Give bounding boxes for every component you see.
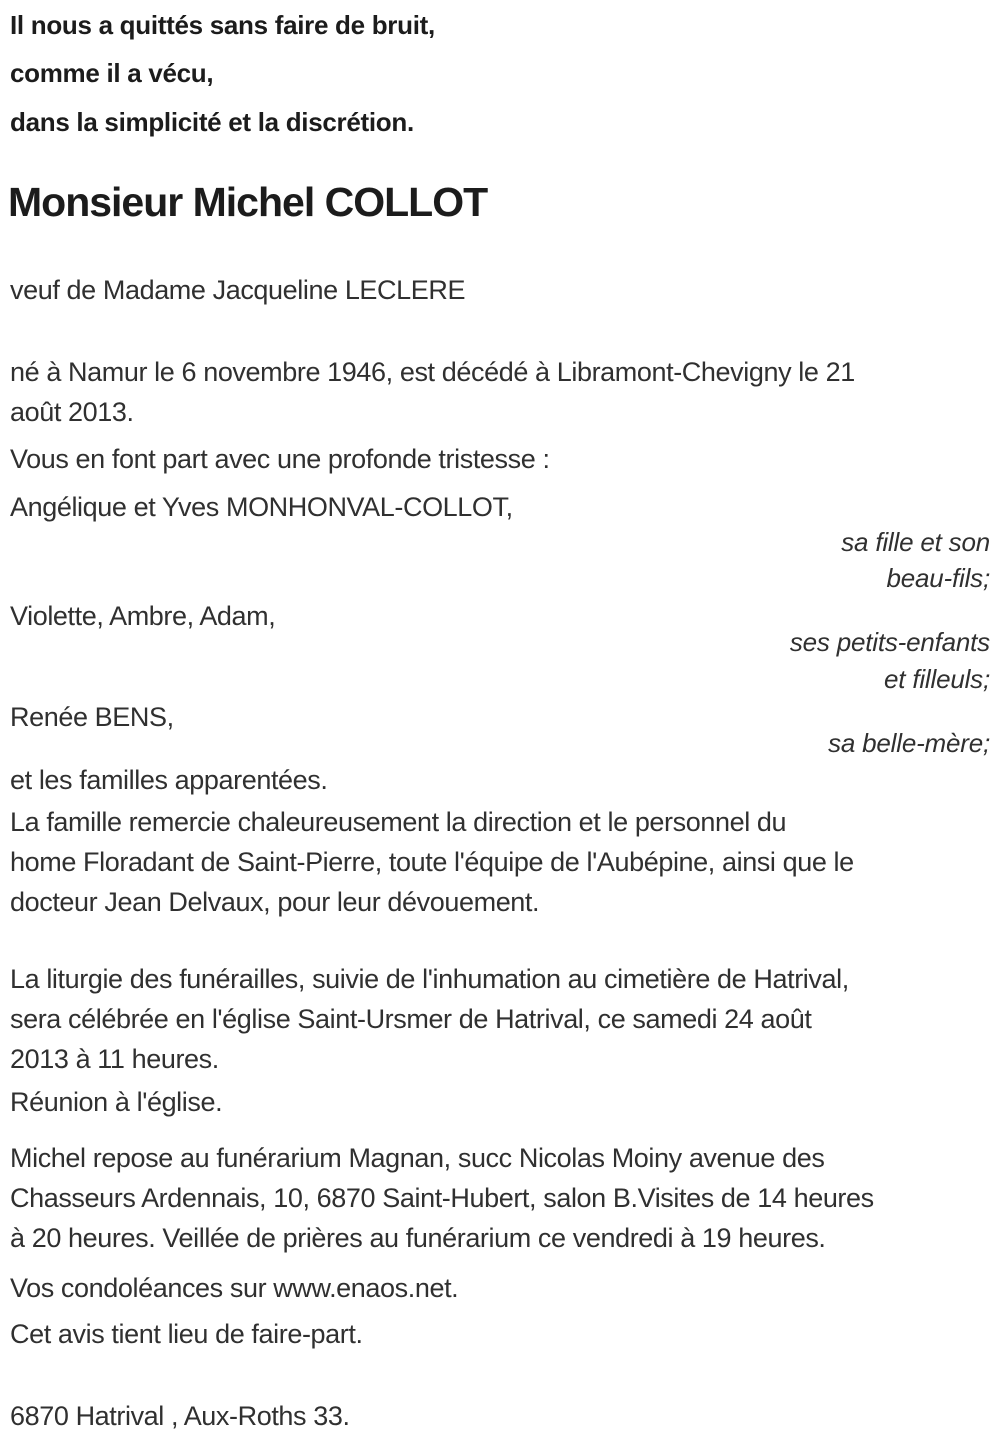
family-relation-1b: beau-fils;	[886, 563, 990, 593]
birth-death-line-1: né à Namur le 6 novembre 1946, est décédé à Libramont-Chevigny le 21	[10, 357, 855, 387]
spouse-line: veuf de Madame Jacqueline LECLERE	[10, 275, 466, 305]
liturgy-line-1: La liturgie des funérailles, suivie de l'inhumation au cimetière de Hatrival,	[10, 964, 849, 994]
repose-line-2: Chasseurs Ardennais, 10, 6870 Saint-Hubert, salon B.Visites de 14 heures	[10, 1183, 874, 1213]
liturgy-line-2: sera célébrée en l'église Saint-Ursmer de Hatrival, ce samedi 24 août	[10, 1004, 812, 1034]
reunion-line: Réunion à l'église.	[10, 1087, 223, 1117]
liturgy-line-3: 2013 à 11 heures.	[10, 1044, 219, 1074]
deceased-name-title: Monsieur Michel COLLOT	[8, 179, 488, 225]
announcement-intro: Vous en font part avec une profonde tristesse :	[10, 444, 550, 474]
address-line: 6870 Hatrival , Aux-Roths 33.	[10, 1401, 350, 1431]
epitaph-line-3: dans la simplicité et la discrétion.	[10, 107, 414, 137]
thanks-line-3: docteur Jean Delvaux, pour leur dévouement.	[10, 887, 540, 917]
thanks-line-2: home Floradant de Saint-Pierre, toute l'équipe de l'Aubépine, ainsi que le	[10, 847, 854, 877]
repose-line-1: Michel repose au funérarium Magnan, succ Nicolas Moiny avenue des	[10, 1143, 825, 1173]
family-relation-2a: ses petits-enfants	[789, 627, 990, 657]
family-names-2: Violette, Ambre, Adam,	[10, 601, 276, 631]
thanks-line-1: La famille remercie chaleureusement la direction et le personnel du	[10, 807, 787, 837]
birth-death-line-2: août 2013.	[10, 397, 134, 427]
family-names-3: Renée BENS,	[10, 702, 174, 732]
family-names-1: Angélique et Yves MONHONVAL-COLLOT,	[10, 492, 513, 522]
family-relation-3a: sa belle-mère;	[828, 728, 990, 758]
epitaph-line-2: comme il a vécu,	[10, 58, 214, 88]
related-families-line: et les familles apparentées.	[10, 765, 328, 795]
condolences-line: Vos condoléances sur www.enaos.net.	[10, 1273, 459, 1303]
family-relation-2b: et filleuls;	[884, 664, 990, 694]
epitaph-line-1: Il nous a quittés sans faire de bruit,	[10, 10, 435, 40]
family-relation-1a: sa fille et son	[841, 527, 990, 557]
repose-line-3: à 20 heures. Veillée de prières au funérarium ce vendredi à 19 heures.	[10, 1223, 826, 1253]
faire-part-notice-line: Cet avis tient lieu de faire-part.	[10, 1319, 363, 1349]
